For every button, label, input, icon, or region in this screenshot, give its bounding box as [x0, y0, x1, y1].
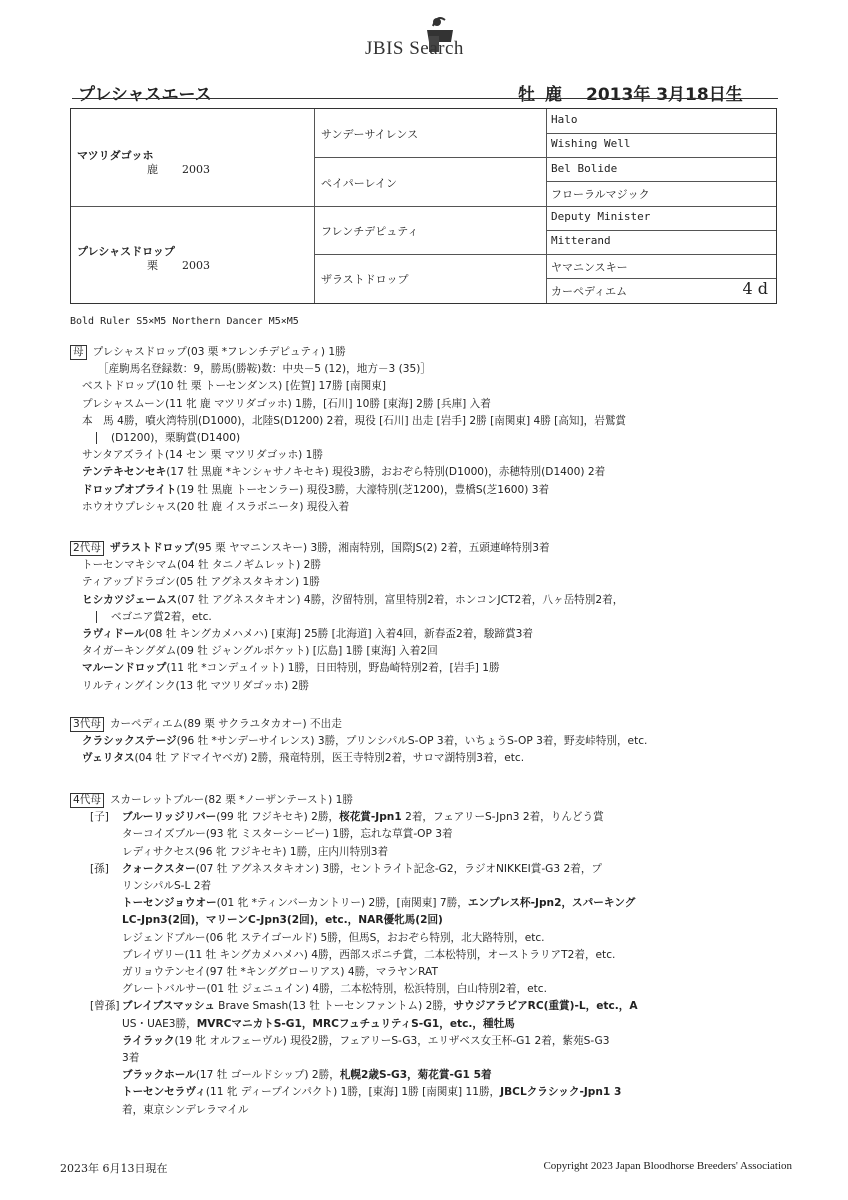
- dam-line: 母 プレシャスドロップ(03 栗 *フレンチデピュティ) 1勝: [70, 344, 790, 361]
- list-item: LC-Jpn3(2回)，マリーンC-Jpn3(2回)，etc.，NAR優牝馬(2回): [122, 914, 443, 927]
- list-item: US・UAE3勝，MVRCマニカトS-G1，MRCフュチュリティS-G1，etc.，種牡馬: [122, 1017, 515, 1030]
- gen3-8: カーペディエム: [551, 285, 628, 298]
- g4-line: 4代母 スカーレットブルー(82 栗 *ノーザンテースト) 1勝: [70, 792, 790, 809]
- gen3-3: Bel Bolide: [551, 162, 618, 175]
- list-item: ラヴィドール(08 牡 キングカメハメハ) [東海] 25勝 [北海道] 入着4回，新春盃2着，駿蹄賞3着: [82, 628, 533, 641]
- list-item: (D1200)，栗駒賞(D1400): [70, 430, 790, 447]
- dam-name: プレシャスドロップ: [77, 245, 175, 258]
- list-item: テンテキセンセキ(17 牡 黒鹿 *キンシャサノキセキ) 現役3勝，おおぞら特別(D1000)，赤穂特別(D1400) 2着: [82, 466, 606, 479]
- g4-section: [70, 792, 790, 1119]
- g2-section: [70, 540, 790, 695]
- list-item: 本 馬 4勝，噴火湾特別(D1000)，北陸S(D1200) 2着，現役 [石川] 出走 [岩手] 2勝 [南関東] 4勝 [高知]，岩鷲賞: [82, 414, 627, 427]
- gen2-dam-sire: フレンチデピュティ: [321, 225, 419, 238]
- list-item: ライラック(19 牝 オルフェーヴル) 現役2勝，フェアリーS-G3，エリザベス女王杯-G1 2着，紫苑S-G3: [122, 1034, 610, 1047]
- horse-color: 鹿: [545, 85, 562, 105]
- list-item: プレシャスムーン(11 牝 鹿 マツリダゴッホ) 1勝，[石川] 10勝 [東海] 2勝 [兵庫] 入着: [82, 397, 491, 410]
- sire-detail: 鹿 2003: [147, 163, 210, 176]
- list-item: ヴェリタス(04 牡 アドマイヤベガ) 2勝，飛竜特別，医王寺特別2着，サロマ湖特別3着，etc.: [82, 752, 525, 765]
- list-item: 着，東京シンデレラマイル: [122, 1103, 249, 1116]
- g3-section: [70, 716, 790, 768]
- dam-section: [70, 344, 790, 516]
- list-item: レジェンドブルー(06 牝 ステイゴールド) 5勝，但馬S，おおぞら特別，北大路特別，etc.: [122, 931, 545, 944]
- sire-cell: [71, 109, 315, 206]
- g2-tag: 2代母: [70, 541, 104, 556]
- inbreed-code: 4 d: [742, 279, 768, 298]
- pedigree-table: [70, 108, 777, 304]
- list-item: トーセンジョウオー(01 牝 *ティンバーカントリー) 2勝，[南関東] 7勝，エンプレス杯-Jpn2，スパーキング: [122, 897, 636, 910]
- list-item: タイガーキングダム(09 牡 ジャングルポケット) [広島] 1勝 [東海] 入着2回: [82, 645, 438, 658]
- gen2-column: [315, 109, 547, 303]
- footer-date: 2023年 6月13日現在: [60, 1162, 168, 1175]
- list-item: ガリョウテンセイ(97 牡 *キンググローリアス) 4勝，マラヤンRAT: [122, 966, 438, 979]
- list-item: リルティングインク(13 牝 マツリダゴッホ) 2勝: [82, 679, 309, 692]
- gen2-dam-dam: ザラストドロップ: [321, 273, 409, 286]
- list-item: [曾孫] ブレイブスマッシュ Brave Smash(13 牡 トーセンファントム) 2勝，サウジアラビアRC(重賞)-L，etc.，A: [90, 1000, 638, 1013]
- title-underline: [72, 98, 778, 99]
- list-item: レディサクセス(96 牝 フジキセキ) 1勝，庄内川特別3着: [122, 845, 389, 858]
- dam-detail: 栗 2003: [147, 259, 210, 272]
- logo-text: JBIS Search: [365, 38, 464, 59]
- list-item: ブレイヴリー(11 牡 キングカメハメハ) 4勝，西部スポニチ賞，二本松特別，オーストラリアT2着，etc.: [122, 948, 616, 961]
- g3-line: 3代母 カーペディエム(89 栗 サクラユタカオー) 不出走: [70, 716, 790, 733]
- horse-birth: 2013年 3月18日生: [586, 85, 743, 105]
- list-item: マルーンドロップ(11 牝 *コンデュイット) 1勝，日田特別，野島崎特別2着，[岩手] 1勝: [82, 662, 500, 675]
- gen3-column: [547, 109, 776, 303]
- horse-info: [518, 80, 753, 105]
- list-item: トーセンマキシマム(04 牡 タニノギムレット) 2勝: [82, 559, 321, 572]
- list-item: グレートバルサー(01 牡 ジェニュイン) 4勝，二本松特別，松浜特別，白山特別2着，etc.: [122, 983, 547, 996]
- dam-cell: [71, 207, 315, 303]
- list-item: サンタアズライト(14 セン 栗 マツリダゴッホ) 1勝: [82, 449, 324, 462]
- gen2-sire-sire: サンデーサイレンス: [321, 128, 419, 141]
- g2-line: 2代母 ザラストドロップ(95 栗 ヤマニンスキー) 3勝，湘南特別，国際JS(2) 2着，五頭連峰特別3着: [70, 540, 790, 557]
- list-item: クラシックステージ(96 牡 *サンデーサイレンス) 3勝，プリンシパルS-OP 3着，いちょうS-OP 3着，野麦峠特別，etc.: [82, 735, 648, 748]
- jbis-logo: [365, 12, 505, 60]
- dam-tag: 母: [70, 345, 87, 360]
- g3-tag: 3代母: [70, 717, 104, 732]
- list-item: ターコイズブルー(93 牝 ミスターシービー) 1勝，忘れな草賞-OP 3着: [122, 828, 453, 841]
- list-item: ヒシカツジェームス(07 牡 アグネスタキオン) 4勝，汐留特別，富里特別2着，ホンコンJCT2着，八ヶ岳特別2着，: [82, 593, 624, 606]
- inbreeding-line: Bold Ruler S5×M5 Northern Dancer M5×M5: [70, 316, 299, 327]
- g4-tag: 4代母: [70, 793, 104, 808]
- horse-sex: 牡: [518, 85, 535, 105]
- list-item: 3着: [122, 1052, 140, 1065]
- list-item: ティアップドラゴン(05 牡 アグネスタキオン) 1勝: [82, 576, 320, 589]
- gen3-6: Mitterand: [551, 234, 611, 247]
- horse-name: プレシャスエース: [78, 85, 212, 105]
- gen3-2: Wishing Well: [551, 137, 631, 150]
- list-item: リンシパルS-L 2着: [122, 880, 212, 893]
- gen3-4: フローラルマジック: [551, 188, 650, 201]
- list-item: ベストドロップ(10 牡 栗 トーセンダンス) [佐賀] 17勝 [南関東]: [82, 380, 386, 393]
- list-item: ドロップオブライト(19 牡 黒鹿 トーセンラー) 現役3勝，大濠特別(芝1200)，豊橋S(芝1600) 3着: [82, 483, 550, 496]
- list-item: ベゴニア賞2着，etc.: [70, 609, 790, 626]
- gen3-7: ヤマニンスキー: [551, 261, 628, 274]
- list-item: ブラックホール(17 牡 ゴールドシップ) 2勝，札幌2歳S-G3，菊花賞-G1 5着: [122, 1069, 492, 1082]
- gen2-sire-dam: ペイパーレイン: [321, 177, 398, 190]
- offspring-stats: ［産駒馬名登録数：9，勝馬(勝鞍)数：中央－5 (12)，地方－3 (35)］: [98, 363, 431, 376]
- list-item: トーセンセラヴィ(11 牝 ディープインパクト) 1勝，[東海] 1勝 [南関東] 11勝，JBCLクラシック-Jpn1 3: [122, 1086, 622, 1099]
- list-item: [子] ブルーリッジリバー(99 牝 フジキセキ) 2勝，桜花賞-Jpn1 2着，フェアリーS-Jpn3 2着，りんどう賞: [90, 811, 604, 824]
- list-item: [孫] クォークスター(07 牡 アグネスタキオン) 3勝，セントライト記念-G2，ラジオNIKKEI賞-G3 2着，プ: [90, 862, 603, 875]
- sire-name: マツリダゴッホ: [77, 149, 154, 162]
- footer-copyright: Copyright 2023 Japan Bloodhorse Breeders' Association: [543, 1160, 792, 1172]
- gen3-5: Deputy Minister: [551, 210, 651, 223]
- gen3-1: Halo: [551, 113, 578, 126]
- list-item: ホウオウプレシャス(20 牡 鹿 イスラボニータ) 現役入着: [82, 500, 350, 513]
